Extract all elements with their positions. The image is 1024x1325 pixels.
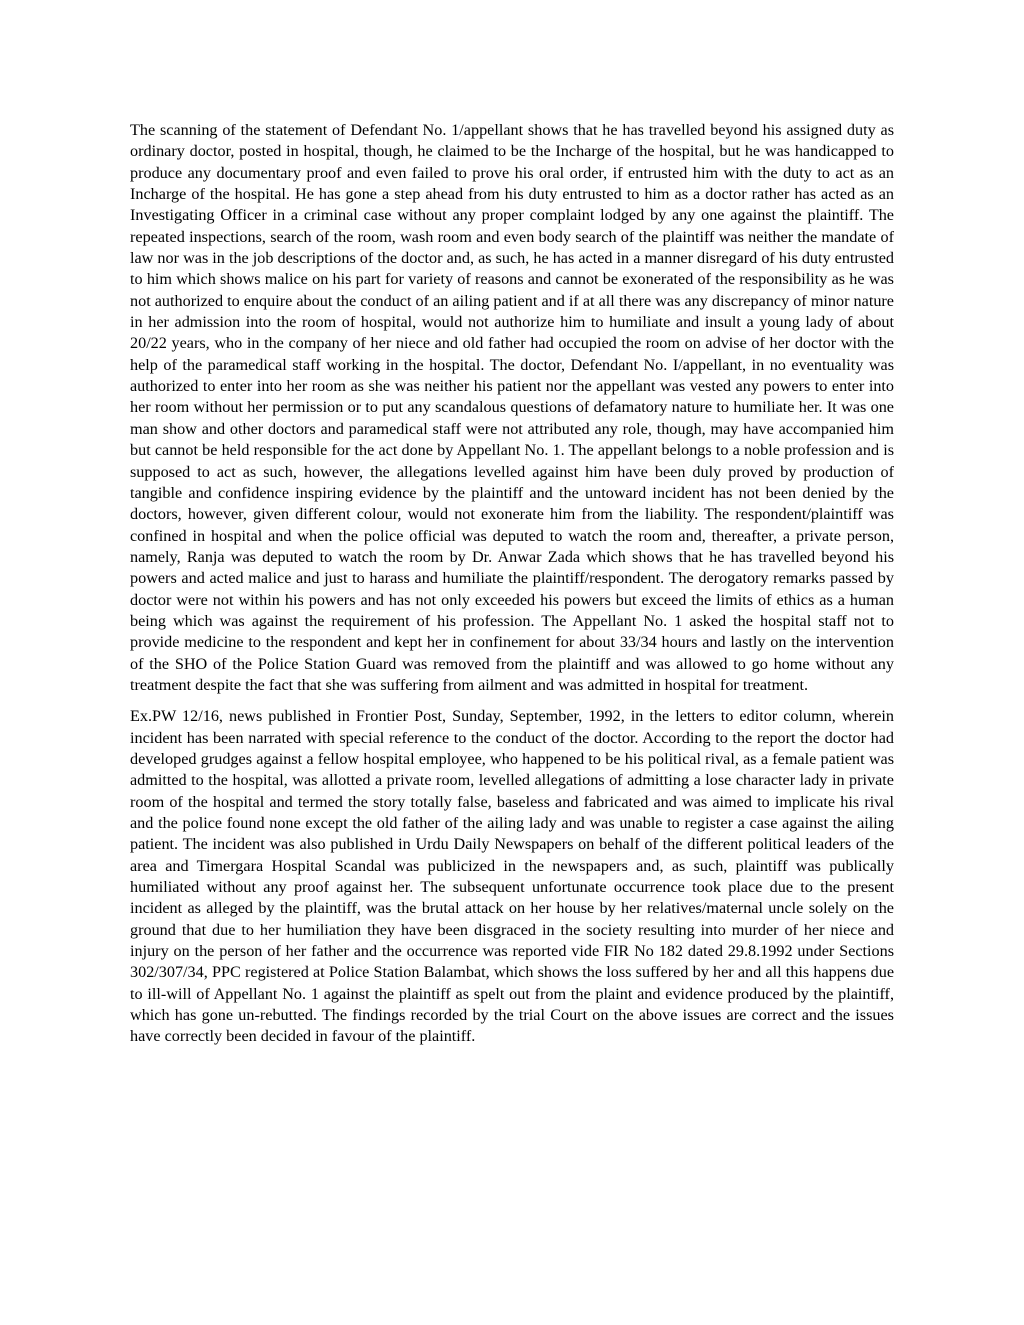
body-paragraph: Ex.PW 12/16, news published in Frontier Post, Sunday, September, 1992, in the letters to editor column, wherein incident has been narrated with special reference to the conduct of the doctor. According to the report the doctor had developed grudges against a fellow hospital employee, who happened to be his political rival, as a female patient was admitted to the hospital, was allotted a private room, levelled allegations of admitting a lose character lady in private room of the hospital and termed the story totally false, baseless and fabricated and was aimed to implicate his rival and the police found none except the old father of the ailing lady and was unable to register a case against the ailing patient. The incident was also published in Urdu Daily Newspapers on behalf of the different political leaders of the area and Timergara Hospital Scandal was publicized in the newspapers and, as such, plaintiff was publically humiliated without any proof against her. The subsequent unfortunate occurrence took place due to the present incident as alleged by the plaintiff, was the brutal attack on her house by her relatives/maternal uncle solely on the ground that due to her humiliation they have been disgraced in the society resulting into murder of her niece and injury on the person of her father and the occurrence was reported vide FIR No 182 dated 29.8.1992 under Sections 302/307/34, PPC registered at Police Station Balambat, which shows the loss suffered by her and all this happens due to ill-will of Appellant No. 1 against the plaintiff as spelt out from the plaint and evidence produced by the plaintiff, which has gone un-rebutted. The findings recorded by the trial Court on the above issues are correct and the issues have correctly been decided in favour of the plaintiff.: [130, 707, 894, 1046]
body-paragraph: The scanning of the statement of Defendant No. 1/appellant shows that he has travelled beyond his assigned duty as ordinary doctor, posted in hospital, though, he claimed to be the Incharge of the hospital, but he was handicapped to produce any documentary proof and even failed to prove his oral order, if entrusted him with the duty to act as an Incharge of the hospital. He has gone a step ahead from his duty entrusted to him as a doctor rather has acted as an Investigating Officer in a criminal case without any proper complaint lodged by any one against the plaintiff. The repeated inspections, search of the room, wash room and even body search of the plaintiff was neither the mandate of law nor was in the job descriptions of the doctor and, as such, he has acted in a manner disregard of his duty entrusted to him which shows malice on his part for variety of reasons and cannot be exonerated of the responsibility as he was not authorized to enquire about the conduct of an ailing patient and if at all there was any discrepancy of minor nature in her admission into the room of hospital, would not authorize him to humiliate and insult a young lady of about 20/22 years, who in the company of her niece and old father had occupied the room on advise of her doctor with the help of the paramedical staff working in the hospital. The doctor, Defendant No. I/appellant, in no eventuality was authorized to enter into her room as she was neither his patient nor the appellant was vested any powers to enter into her room without her permission or to put any scandalous questions of defamatory nature to humiliate her. It was one man show and other doctors and paramedical staff were not attributed any role, though, may have accompanied him but cannot be held responsible for the act done by Appellant No. 1. The appellant belongs to a noble profession and is supposed to act as such, however, the allegations levelled against him have been duly proved by production of tangible and confidence inspiring evidence by the plaintiff and the untoward incident has not been denied by the doctors, however, given different colour, would not exonerate him from the liability. The respondent/plaintiff was confined in hospital and when the police official was deputed to watch the room and, thereafter, a private person, namely, Ranja was deputed to watch the room by Dr. Anwar Zada which shows that he has travelled beyond his powers and acted malice and just to harass and humiliate the plaintiff/respondent. The derogatory remarks passed by doctor were not within his powers and has not only exceeded his powers but exceed the limits of ethics as a human being which was against the requirement of his profession. The Appellant No. 1 asked the hospital staff not to provide medicine to the respondent and kept her in confinement for about 33/34 hours and lastly on the intervention of the SHO of the Police Station Guard was removed from the plaintiff and was allowed to go home without any treatment despite the fact that she was suffering from ailment and was admitted in hospital for treatment.: [130, 121, 894, 694]
document-page: [130, 120, 894, 1048]
